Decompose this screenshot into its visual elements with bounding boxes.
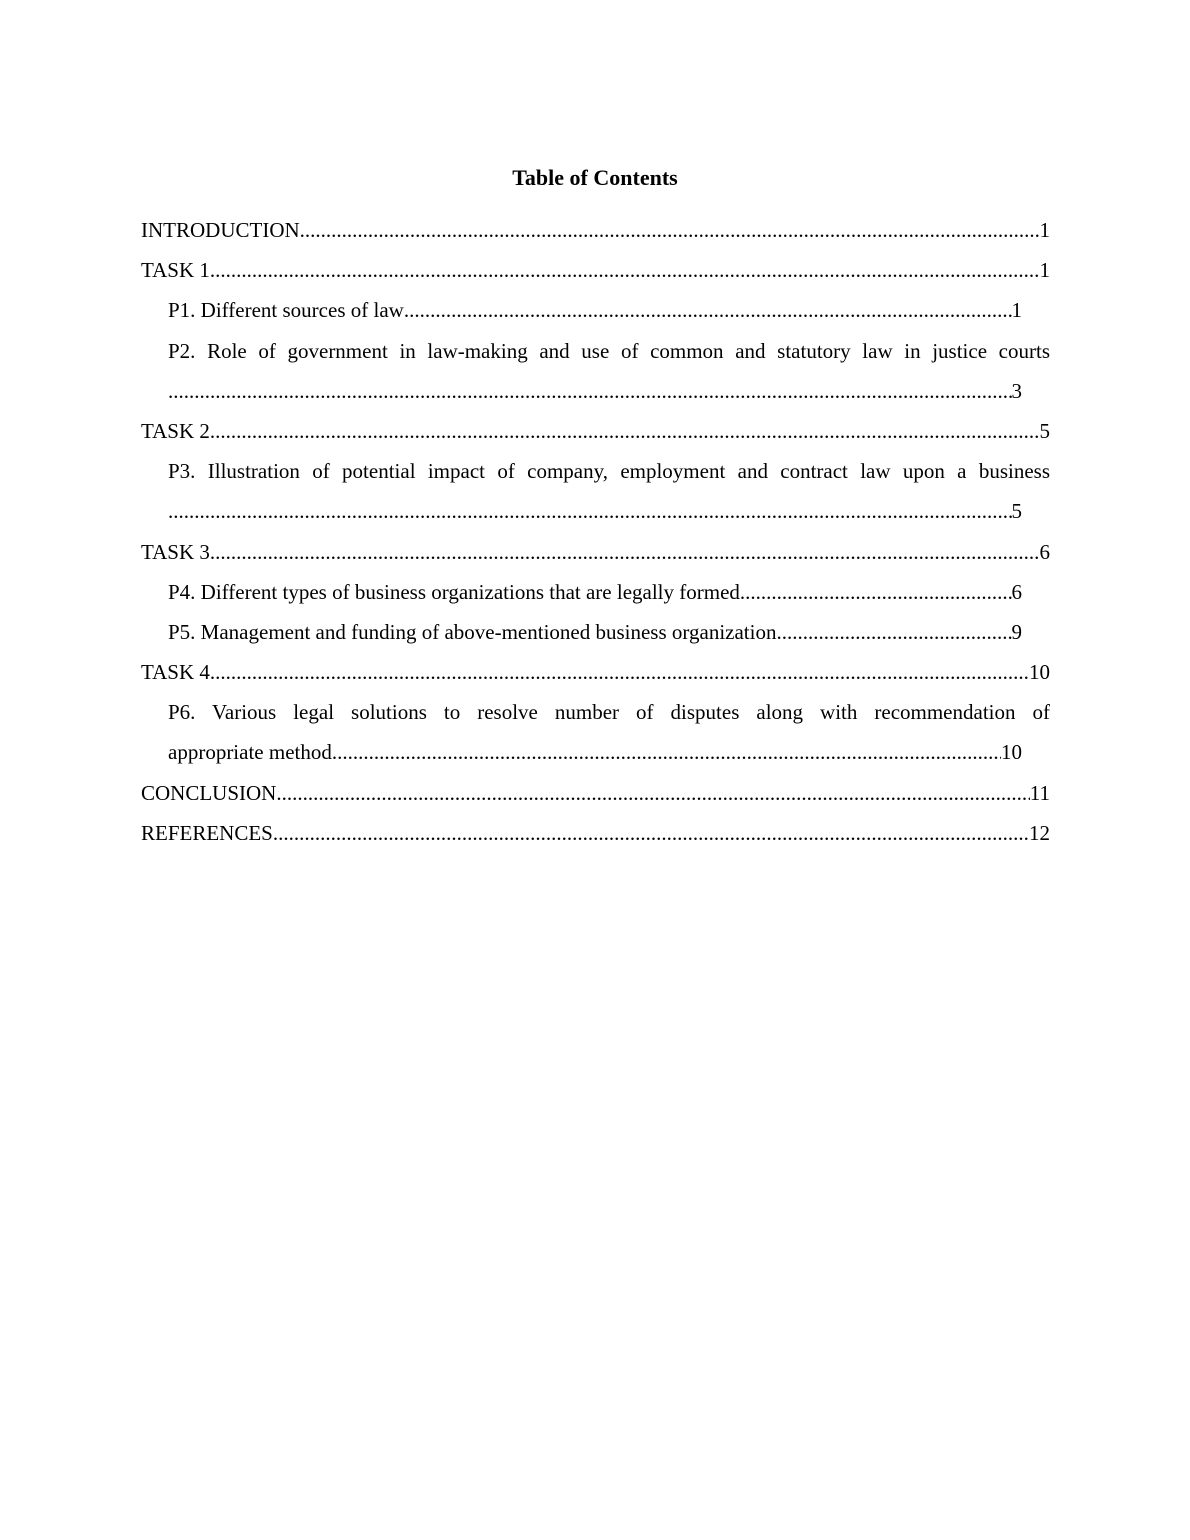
toc-page-number: 6 (1039, 539, 1050, 564)
toc-entry-label: INTRODUCTION (141, 218, 300, 242)
toc-title: Table of Contents (512, 165, 678, 190)
toc-page-number: 1 (1039, 258, 1050, 283)
toc-entry-conclusion[interactable] (141, 773, 1050, 813)
toc-leader (210, 250, 1040, 290)
toc-leader (210, 652, 1029, 692)
toc-entry-p1[interactable] (168, 290, 1022, 330)
toc-entry-label: P5. Management and funding of above-mentioned business organization (168, 619, 777, 644)
toc-entry-p3[interactable] (168, 451, 1050, 531)
toc-entry-p6[interactable] (168, 692, 1050, 772)
toc-entry-label: TASK 1 (141, 258, 210, 283)
toc-leader (210, 411, 1040, 451)
toc-entry-task-3[interactable] (141, 532, 1050, 572)
toc-page-number: 11 (1029, 780, 1050, 805)
toc-entry-label: TASK 4 (141, 660, 210, 685)
toc-entry-label: P3. Illustration of potential impact of company, employment and contract law upon a business (168, 459, 1050, 484)
toc-entry-introduction[interactable] (141, 210, 1050, 250)
toc-page-number: 1 (1039, 218, 1050, 242)
toc-leader (273, 813, 1029, 853)
toc-entry-p2[interactable] (168, 331, 1050, 411)
toc-entry-label: P1. Different sources of law (168, 298, 404, 323)
toc-entry-label: CONCLUSION (141, 780, 277, 805)
toc-entry-label: REFERENCES (141, 820, 273, 845)
toc-page-number: 1 (1011, 298, 1022, 323)
toc-page-number: 5 (1039, 418, 1050, 443)
toc-leader (740, 572, 1012, 612)
toc-entry-label: TASK 2 (141, 418, 210, 443)
toc-entry-continuation (168, 732, 1022, 772)
toc-page-number: 9 (1011, 619, 1022, 644)
toc-leader (210, 532, 1040, 572)
toc-entry-label: P6. Various legal solutions to resolve number of disputes along with recommendation of (168, 700, 1050, 725)
toc-leader (776, 612, 1011, 652)
toc-entry-references[interactable] (141, 813, 1050, 853)
toc-entry-continuation (168, 491, 1022, 531)
toc-list (141, 210, 1050, 853)
toc-entry-task-4[interactable] (141, 652, 1050, 692)
toc-leader (168, 491, 1012, 531)
toc-leader (332, 732, 1001, 772)
toc-leader (168, 371, 1012, 411)
toc-page-number: 12 (1029, 820, 1050, 845)
toc-leader (300, 210, 1040, 250)
toc-entry-label: P4. Different types of business organizations that are legally formed (168, 579, 740, 604)
toc-page-number: 3 (1011, 378, 1022, 403)
toc-page-number: 6 (1011, 579, 1022, 604)
toc-entry-label: TASK 3 (141, 539, 210, 564)
toc-leader (276, 773, 1029, 813)
toc-entry-continuation (168, 371, 1022, 411)
toc-entry-task-1[interactable] (141, 250, 1050, 290)
toc-entry-p5[interactable] (168, 612, 1022, 652)
toc-entry-label-cont: appropriate method (168, 740, 332, 765)
toc-page-number: 5 (1011, 499, 1022, 524)
toc-page-number: 10 (1001, 740, 1022, 765)
toc-leader (404, 290, 1012, 330)
toc-entry-p4[interactable] (168, 572, 1022, 612)
toc-entry-label: P2. Role of government in law-making and use of common and statutory law in justice courts (168, 338, 1050, 363)
toc-page-number: 10 (1029, 660, 1050, 685)
toc-entry-task-2[interactable] (141, 411, 1050, 451)
